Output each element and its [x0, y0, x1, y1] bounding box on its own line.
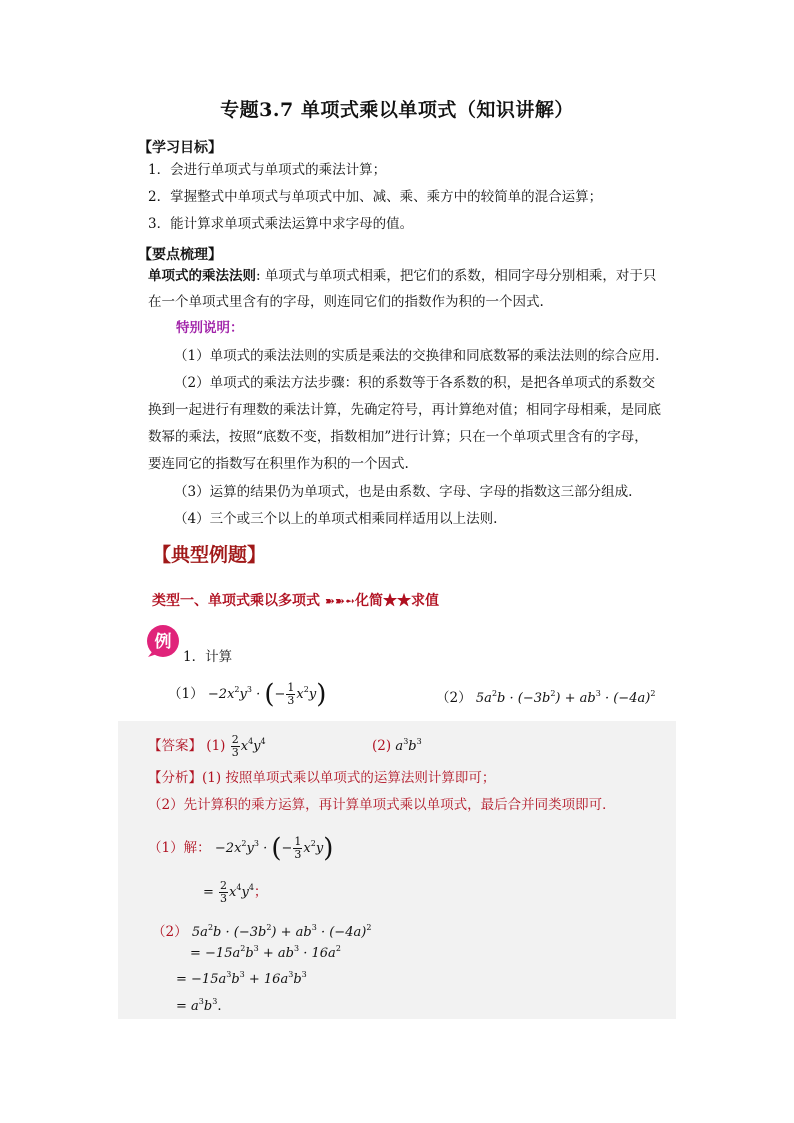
note-line: 数幂的乘法，按照“底数不变，指数相加”进行计算；只在一个单项式里含有的字母，: [148, 429, 648, 445]
note-line: （3）运算的结果仍为单项式，也是由系数、字母、字母的指数这三部分组成.: [174, 484, 633, 500]
solution-expr-step4: = $a^3b^3$: [176, 997, 218, 1014]
answer-line: [148, 732, 266, 759]
analysis-line-1: [148, 768, 495, 788]
note-line: （1）单项式的乘法法则的实质是乘法的交换律和同底数幂的乘法法则的综合应用.: [174, 348, 660, 364]
type1-label: 类型一、单项式乘以多项式: [152, 593, 320, 609]
note-label: 特别说明：: [176, 320, 244, 336]
note-line: 要连同它的指数写在积里作为积的一个因式.: [148, 456, 409, 472]
objective-item: 2．掌握整式中单项式与单项式中加、减、乘、乘方中的较简单的混合运算；: [148, 189, 603, 205]
rule-label: 单项式的乘法法则: [148, 268, 256, 284]
problem-part1-label: （1）: [168, 686, 204, 702]
objectives-heading: 【学习目标】: [138, 140, 222, 156]
rule-text: : 单项式与单项式相乘，把它们的系数，相同字母分别相乘，对于只: [256, 268, 657, 284]
key-points-heading: 【要点梳理】: [138, 247, 222, 263]
solution-expr-1: $-2x^2y^3$ · (− $\frac{1}{3}$ $x^2y$): [214, 833, 334, 864]
problem-part2-label: （2）: [436, 690, 472, 706]
rule-line-2: 在一个单项式里含有的字母，则连同它们的指数作为积的一个因式.: [148, 294, 544, 310]
problem-label: 1．计算: [183, 649, 233, 665]
solution-final-end: ．: [217, 998, 231, 1014]
problem-part2: [436, 684, 655, 709]
solution-expr-step2: = $-15a^2b^3 + ab^3 \cdot 16a^2$: [190, 944, 341, 961]
type1-suffix: 化简★★求值: [355, 593, 440, 609]
answer-part2: [372, 732, 422, 757]
answer-expr-1: $\frac{2}{3}$ $x^4y^4$: [231, 733, 266, 759]
solution-part1: [148, 834, 333, 862]
arrows-icon: ➽➽➻: [324, 594, 356, 608]
answer-label: 【答案】: [148, 738, 202, 754]
rule-line-1: [148, 266, 656, 286]
type1-heading: [152, 591, 439, 611]
solution-part2-label: （2）: [152, 924, 188, 940]
solution-step-4: [176, 992, 231, 1017]
example-badge-icon: [146, 624, 180, 658]
problem-expr-2: $5a^2b \cdot (-3b^2) + ab^3 \cdot (-4a)^2$: [475, 689, 656, 706]
analysis-label: 【分析】: [148, 770, 202, 786]
solution-part1-label: （1）解：: [148, 840, 211, 856]
note-line: （2）单项式的乘法方法步骤：积的系数等于各系数的积，是把各单项式的系数交: [174, 375, 656, 391]
problem-part1: [168, 680, 326, 708]
solution-result-1: = $\frac{2}{3}$ $x^4y^4$: [203, 879, 254, 905]
solution-part1-end: ；: [253, 884, 268, 900]
answer-part1-label: (1): [206, 738, 226, 754]
solution-step-2: [190, 939, 341, 964]
note-line: （4）三个或三个以上的单项式相乘同样适用以上法则.: [174, 511, 498, 527]
answer-part2-label: (2): [372, 738, 392, 754]
objective-item: 1．会进行单项式与单项式的乘法计算；: [148, 162, 387, 178]
solution-step-3: [176, 965, 307, 990]
answer-expr-2: $a^3b^3$: [395, 737, 422, 754]
objective-item: 3．能计算求单项式乘法运算中求字母的值。: [148, 216, 414, 232]
note-line: 换到一起进行有理数的乘法计算，先确定符号，再计算绝对值；相同字母相乘，是同底: [148, 402, 661, 418]
analysis-text-1: (1) 按照单项式乘以单项式的运算法则计算即可；: [202, 770, 496, 786]
analysis-line-2: （2）先计算积的乘方运算，再计算单项式乘以单项式，最后合并同类项即可．: [148, 797, 616, 813]
solution-expr-2: $5a^2b \cdot (-3b^2) + ab^3 \cdot (-4a)^2$: [191, 923, 372, 940]
examples-heading: 【典型例题】: [152, 544, 267, 566]
solution-expr-step3: = $-15a^3b^3 + 16a^3b^3$: [176, 970, 307, 987]
problem-expr-1: $-2x^2y^3$ · (− $\frac{1}{3}$ $x^2y$): [207, 679, 327, 710]
badge-char: 例: [154, 632, 172, 652]
page-title: 专题3.7 单项式乘以单项式（知识讲解）: [220, 99, 574, 121]
solution-step-1: [203, 878, 267, 905]
